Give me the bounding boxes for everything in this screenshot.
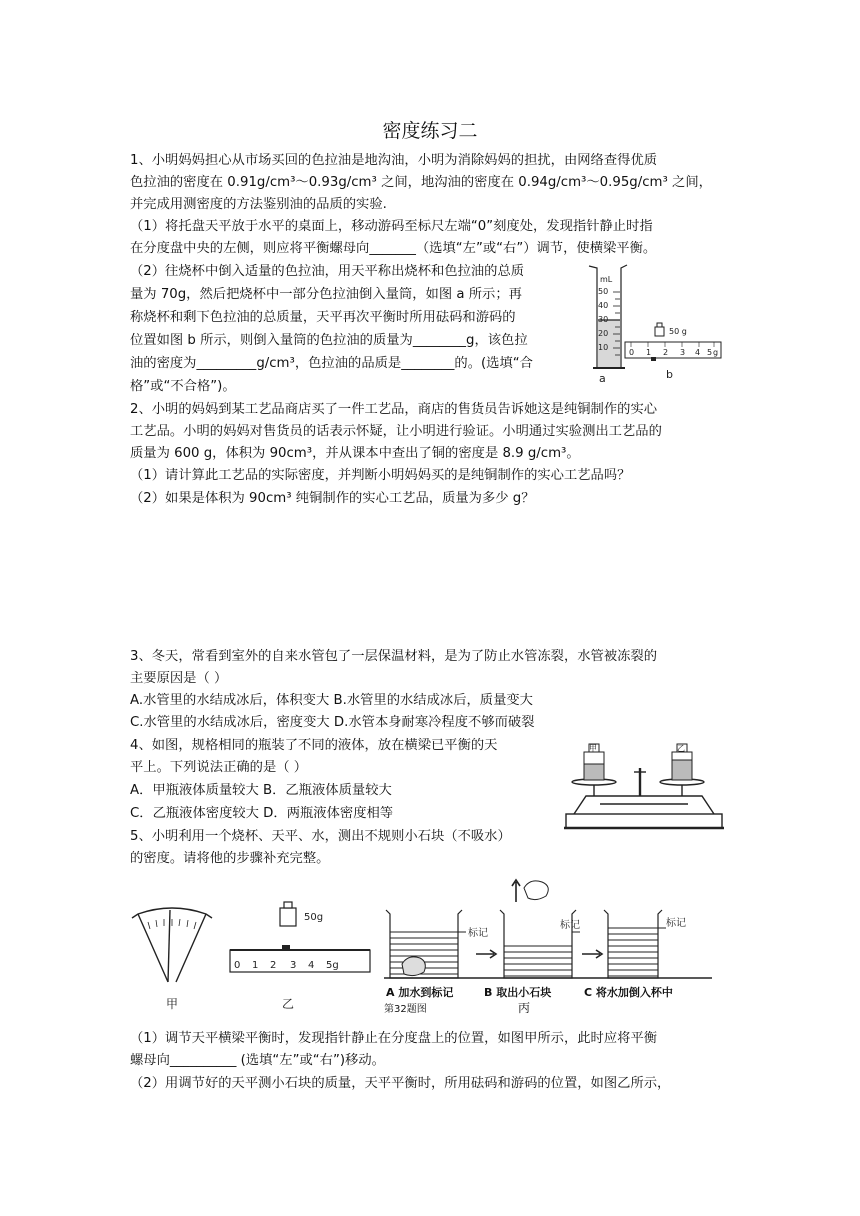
arrow-up-icon bbox=[512, 880, 520, 902]
q3-line-1: 3、冬天，常看到室外的自来水管包了一层保温材料，是为了防止水管冻裂，水管被冻裂的 bbox=[130, 649, 658, 664]
rider-yi bbox=[282, 945, 290, 951]
figure-cylinder-and-balance-scale bbox=[583, 262, 733, 386]
q5-line-3: （1）调节天平横梁平衡时，发现指针静止在分度盘上的位置，如图甲所示，此时应将平衡 bbox=[130, 1031, 658, 1046]
yi-scale-4: 4 bbox=[308, 960, 315, 971]
q1-line-3: 并完成用测密度的方法鉴别油的品质的实验. bbox=[130, 197, 387, 212]
scale-1: 1 bbox=[646, 348, 652, 357]
q1-line-6: （2）往烧杯中倒入适量的色拉油，用天平称出烧杯和色拉油的总质 bbox=[130, 264, 525, 279]
scale-4: 4 bbox=[695, 348, 701, 357]
q4-line-1: 4、如图，规格相同的瓶装了不同的液体，放在横梁已平衡的天 bbox=[130, 738, 498, 753]
stone-lifted bbox=[524, 881, 548, 900]
cylinder-tick-10: 10 bbox=[598, 343, 609, 352]
q2-line-4: （1）请计算此工艺品的实际密度，并判断小明妈妈买的是纯铜制作的实心工艺品吗？ bbox=[130, 468, 631, 483]
step-c-caption: C 将水加倒入杯中 bbox=[584, 986, 673, 999]
q1-line-5: 在分度盘中央的左侧，则应将平衡螺母向_______（选填“左”或“右”）调节，使横梁平衡。 bbox=[130, 241, 657, 256]
figure-a-label: a bbox=[599, 372, 606, 385]
figure-bing-label: 丙 bbox=[518, 1001, 531, 1015]
cylinder-tick-50: 50 bbox=[598, 287, 609, 296]
scale-rule-yi bbox=[230, 950, 370, 972]
scale-0: 0 bbox=[629, 348, 635, 357]
q5-line-2: 的密度。请将他的步骤补充完整。 bbox=[130, 851, 330, 866]
balance-base bbox=[566, 814, 722, 828]
cylinder-tick-30: 30 bbox=[598, 315, 609, 324]
weight-50g bbox=[655, 323, 664, 336]
q1-line-2: 色拉油的密度在 0.91g/cm³～0.93g/cm³ 之间，地沟油的密度在 0.94g/cm³～0.95g/cm³ 之间， bbox=[130, 175, 712, 190]
cylinder-tick-40: 40 bbox=[598, 301, 609, 310]
bottle-jia-label: 甲 bbox=[589, 744, 597, 753]
yi-scale-0: 0 bbox=[234, 960, 241, 971]
q3-option-ab: A.水管里的水结成冰后，体积变大 B.水管里的水结成冰后，质量变大 bbox=[130, 693, 533, 708]
q2-line-2: 工艺品。小明的妈妈对售货员的话表示怀疑，让小明进行验证。小明通过实验测出工艺品的 bbox=[130, 424, 662, 439]
weight-label-yi: 50g bbox=[304, 912, 324, 923]
q4-option-ab: A．甲瓶液体质量较大 B．乙瓶液体质量较大 bbox=[130, 783, 392, 798]
bottle-yi-label: 乙 bbox=[677, 744, 685, 753]
q5-line-1: 5、小明利用一个烧杯、天平、水，测出不规则小石块（不吸水） bbox=[130, 829, 511, 844]
figure-jia-label: 甲 bbox=[166, 997, 179, 1011]
q1-line-10: 油的密度为_________g/cm³，色拉油的品质是________的。(选填“合 bbox=[130, 356, 533, 371]
page-title: 密度练习二 bbox=[382, 120, 478, 142]
mark-label-c: 标记 bbox=[666, 918, 686, 929]
yi-scale-2: 2 bbox=[270, 960, 277, 971]
yi-scale-1: 1 bbox=[252, 960, 259, 971]
q1-line-1: 1、小明妈妈担心从市场买回的色拉油是地沟油，小明为消除妈妈的担扰，由网络查得优质 bbox=[130, 153, 658, 168]
weight-label: 50 g bbox=[669, 327, 687, 336]
q1-line-11: 格”或“不合格”)。 bbox=[130, 379, 236, 394]
arrow-right-icon bbox=[476, 950, 496, 958]
step-b-caption: B 取出小石块 bbox=[484, 986, 552, 999]
q2-line-3: 质量为 600 g，体积为 90cm³，并从课本中查出了铜的密度是 8.9 g/cm³。 bbox=[130, 446, 580, 461]
scale-3: 3 bbox=[680, 348, 686, 357]
step-a-caption: A 加水到标记 bbox=[386, 986, 454, 999]
q4-option-cd: C．乙瓶液体密度较大 D．两瓶液体密度相等 bbox=[130, 806, 394, 821]
q4-line-2: 平上。下列说法正确的是（ ） bbox=[130, 760, 308, 775]
q1-line-4: （1）将托盘天平放于水平的桌面上，移动游码至标尺左端“0”刻度处，发现指针静止时指 bbox=[130, 219, 653, 234]
weight-50g-yi bbox=[280, 902, 296, 926]
figure-caption: 第32题图 bbox=[384, 1004, 427, 1015]
scale-2: 2 bbox=[663, 348, 669, 357]
stone bbox=[402, 957, 425, 976]
figure-q32 bbox=[128, 874, 728, 1020]
q1-line-9: 位置如图 b 所示，则倒入量筒的色拉油的质量为________g，该色拉 bbox=[130, 333, 528, 348]
scale-5: 5 bbox=[707, 348, 713, 357]
yi-scale-5: 5g bbox=[326, 960, 339, 971]
scale-unit: g bbox=[713, 348, 719, 357]
rider bbox=[651, 357, 656, 361]
q5-line-4: 螺母向__________ (选填“左”或“右”)移动。 bbox=[130, 1053, 385, 1068]
q3-line-2: 主要原因是（ ） bbox=[130, 671, 228, 686]
cylinder-tick-20: 20 bbox=[598, 329, 609, 338]
figure-b-label: b bbox=[666, 368, 673, 381]
q1-line-7: 量为 70g，然后把烧杯中一部分色拉油倒入量筒，如图 a 所示；再 bbox=[130, 287, 522, 302]
q2-line-5: （2）如果是体积为 90cm³ 纯铜制作的实心工艺品，质量为多少 g？ bbox=[130, 491, 535, 506]
beaker-c bbox=[604, 910, 662, 978]
q3-option-cd: C.水管里的水结成冰后，密度变大 D.水管本身耐寒冷程度不够而破裂 bbox=[130, 715, 535, 730]
figure-balance-two-bottles bbox=[560, 738, 728, 834]
q2-line-1: 2、小明的妈妈到某工艺品商店买了一件工艺品，商店的售货员告诉她这是纯铜制作的实心 bbox=[130, 402, 658, 417]
cylinder-unit: mL bbox=[600, 275, 613, 284]
mark-label-b: 标记 bbox=[560, 920, 580, 931]
q5-line-5: （2）用调节好的天平测小石块的质量，天平平衡时，所用砝码和游码的位置，如图乙所示， bbox=[130, 1076, 671, 1091]
arrow-right-icon bbox=[582, 950, 602, 958]
mark-label-a: 标记 bbox=[468, 928, 488, 939]
yi-scale-3: 3 bbox=[290, 960, 297, 971]
q1-line-8: 称烧杯和剩下色拉油的总质量，天平再次平衡时所用砝码和游码的 bbox=[130, 310, 516, 325]
figure-yi-label: 乙 bbox=[282, 997, 295, 1011]
